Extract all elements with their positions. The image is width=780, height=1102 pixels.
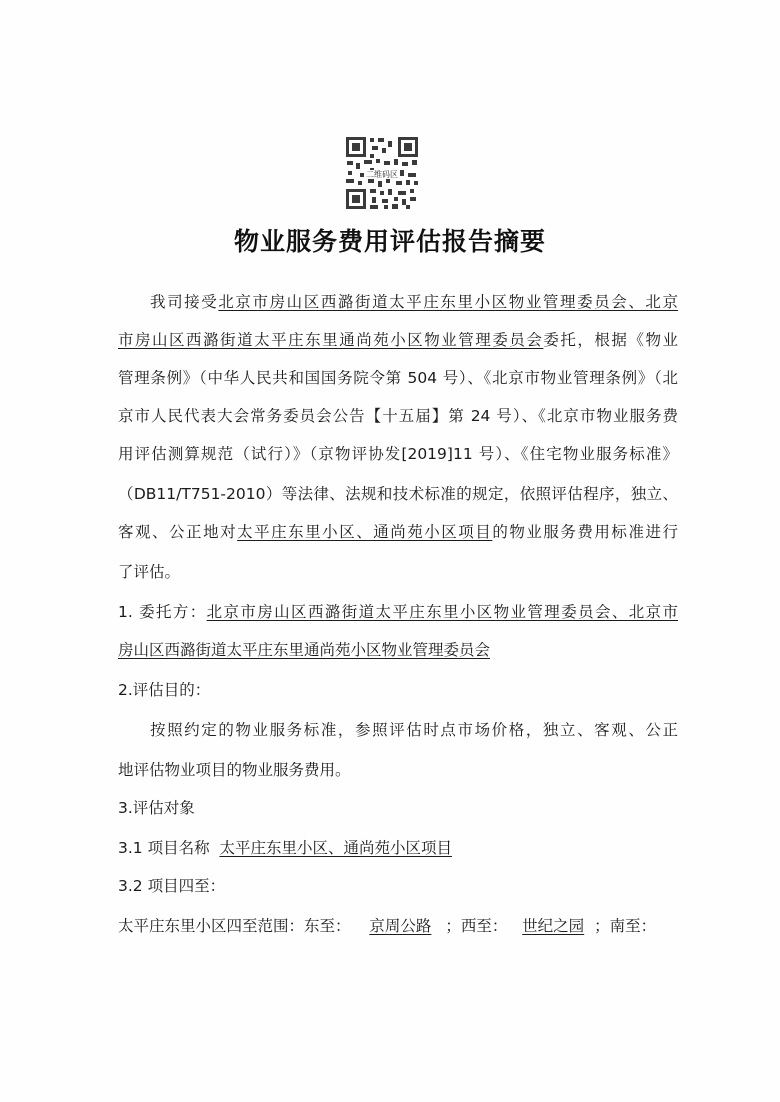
page-title: 物业服务费用评估报告摘要 xyxy=(233,227,546,256)
intro-line-2: 市房山区西潞街道太平庄东里通尚苑小区物业管理委员会委托，根据《物业 xyxy=(118,331,678,349)
section-3-2-bounds: 太平庄东里小区四至范围：东至： 京周公路 ；西至： 世纪之园 ；南至： xyxy=(118,917,657,935)
section-1-line-1: 1. 委托方：北京市房山区西潞街道太平庄东里小区物业管理委员会、北京市 xyxy=(118,603,678,621)
intro-line-8: 了评估。 xyxy=(118,563,181,581)
section-3-2-heading: 3.2 项目四至： xyxy=(118,877,226,895)
east-boundary: 京周公路 xyxy=(369,917,432,935)
section-3-heading: 3.评估对象 xyxy=(118,799,195,817)
intro-line-5: 用评估测算规范（试行）》（京物评协发[2019]11 号）、《住宅物业服务标准》 xyxy=(118,445,678,463)
intro-line-1: 我司接受北京市房山区西潞街道太平庄东里小区物业管理委员会、北京 xyxy=(150,293,678,311)
section-2-line-1: 按照约定的物业服务标准，参照评估时点市场价格，独立、客观、公正 xyxy=(150,721,678,739)
intro-line-4: 京市人民代表大会常务委员会公告【十五届】第 24 号）、《北京市物业服务费 xyxy=(118,407,678,425)
section-1-line-2: 房山区西潞街道太平庄东里通尚苑小区物业管理委员会 xyxy=(118,641,491,659)
intro-line-6: （DB11/T751-2010）等法律、法规和技术标准的规定，依照评估程序，独立、 xyxy=(118,485,678,503)
west-boundary: 世纪之园 xyxy=(522,917,585,935)
section-2-line-2: 地评估物业项目的物业服务费用。 xyxy=(118,761,351,779)
section-3-1: 3.1 项目名称 太平庄东里小区、通尚苑小区项目 xyxy=(118,839,452,857)
intro-line-7: 客观、公正地对太平庄东里小区、通尚苑小区项目的物业服务费用标准进行 xyxy=(118,523,678,541)
qr-label: 二维码区 xyxy=(366,170,398,179)
section-2-heading: 2.评估目的： xyxy=(118,681,211,699)
qr-code xyxy=(344,135,420,211)
intro-line-3: 管理条例》（中华人民共和国国务院令第 504 号）、《北京市物业管理条例》（北 xyxy=(118,369,678,387)
